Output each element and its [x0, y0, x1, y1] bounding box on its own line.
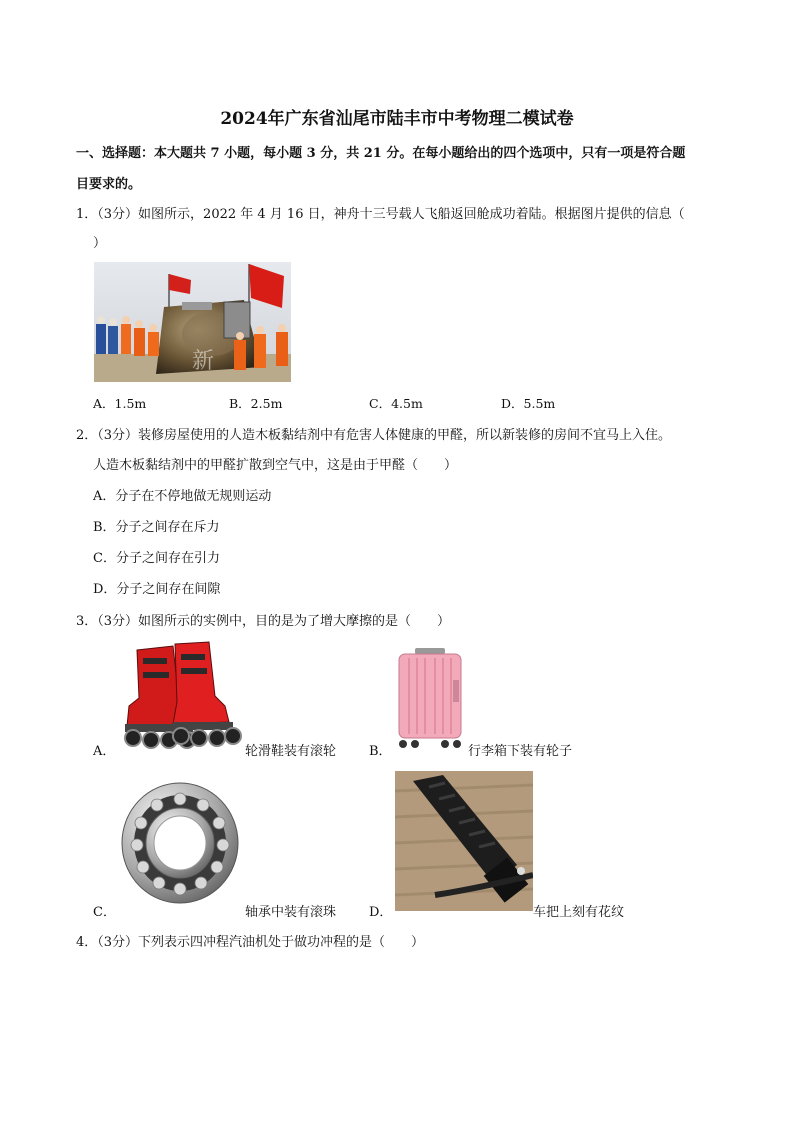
- q3-option-c-letter: C．: [93, 905, 116, 920]
- q1-option-a: A．1.5m: [93, 396, 147, 411]
- q2-option-c: C．分子之间存在引力: [93, 551, 220, 566]
- section-line-2: 目要求的。: [76, 177, 142, 192]
- q1-option-b: B．2.5m: [229, 396, 283, 411]
- q2-option-d: D．分子之间存在间隙: [93, 582, 221, 597]
- q1-line-1: 1．（3分）如图所示，2022 年 4 月 16 日，神舟十三号载人飞船返回舱成功着陆。根据图片提供的信息（: [76, 207, 685, 222]
- section-line-1: 一、选择题：本大题共 7 小题，每小题 3 分，共 21 分。在每小题给出的四个选项中，只有一项是符合题: [76, 146, 686, 161]
- q2-line-2: 人造木板黏结剂中的甲醛扩散到空气中，这是由于甲醛（ ）: [93, 458, 458, 473]
- q3-option-d-letter: D．: [369, 905, 393, 920]
- suitcase-image: [393, 646, 467, 750]
- q2-option-b: B．分子之间存在斥力: [93, 520, 220, 535]
- capsule-landing-illustration: [94, 262, 291, 382]
- q4-line-1: 4．（3分）下列表示四冲程汽油机处于做功冲程的是（ ）: [76, 935, 425, 950]
- q1-option-c: C．4.5m: [369, 396, 423, 411]
- q3-option-c-text: 轴承中装有滚珠: [245, 905, 337, 920]
- capsule-landing-photo: [94, 262, 291, 382]
- roller-skates-image: [117, 640, 245, 756]
- handlebar-grip-image: [395, 771, 533, 911]
- q2-option-a: A．分子在不停地做无规则运动: [93, 489, 272, 504]
- photo-watermark: 新: [192, 349, 215, 374]
- q3-option-a-letter: A．: [93, 744, 116, 759]
- exam-title: 2024年广东省汕尾市陆丰市中考物理二模试卷: [220, 109, 574, 129]
- q3-option-d-text: 车把上刻有花纹: [533, 905, 625, 920]
- q1-line-2: ）: [93, 236, 107, 251]
- q3-line-1: 3．（3分）如图所示的实例中，目的是为了增大摩擦的是（ ）: [76, 614, 451, 629]
- section-header: [76, 138, 726, 200]
- q3-option-a-text: 轮滑鞋装有滚轮: [245, 744, 337, 759]
- q2-line-1: 2．（3分）装修房屋使用的人造木板黏结剂中有危害人体健康的甲醛，所以新装修的房间不宜马上入住。: [76, 428, 672, 443]
- q1-option-d: D．5.5m: [501, 396, 556, 411]
- bearing-image: [117, 777, 243, 910]
- q3-option-b-text: 行李箱下装有轮子: [468, 744, 573, 759]
- q3-option-b-letter: B．: [369, 744, 392, 759]
